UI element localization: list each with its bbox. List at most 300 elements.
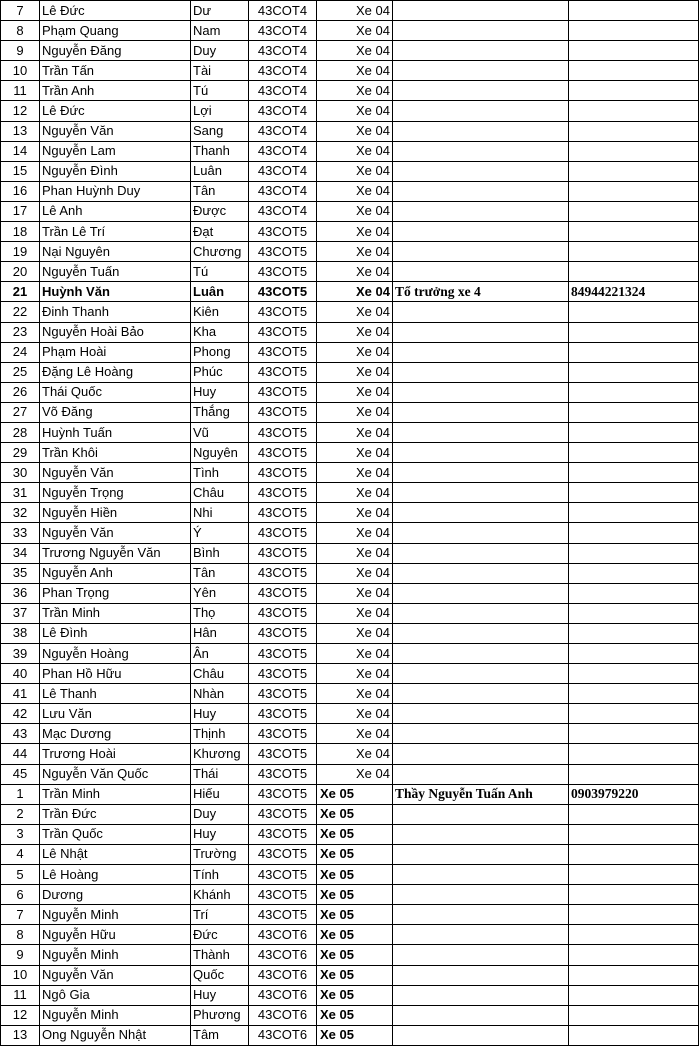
phone-number — [569, 161, 699, 181]
last-middle-name: Mạc Dương — [40, 724, 191, 744]
table-row — [1, 181, 699, 201]
role-note — [393, 704, 569, 724]
first-name: Thắng — [191, 402, 249, 422]
last-middle-name: Lê Hoàng — [40, 865, 191, 885]
class-code: 43COT4 — [249, 181, 317, 201]
first-name: Trí — [191, 905, 249, 925]
phone-number — [569, 222, 699, 242]
first-name: Khương — [191, 744, 249, 764]
last-middle-name: Nguyễn Văn — [40, 523, 191, 543]
row-number: 32 — [1, 503, 40, 523]
phone-number — [569, 543, 699, 563]
table-row — [1, 141, 699, 161]
phone-number — [569, 483, 699, 503]
first-name: Tân — [191, 563, 249, 583]
bus-label: Xe 04 — [317, 161, 393, 181]
row-number: 19 — [1, 242, 40, 262]
phone-number — [569, 21, 699, 41]
phone-number — [569, 885, 699, 905]
class-code: 43COT5 — [249, 222, 317, 242]
bus-label: Xe 04 — [317, 141, 393, 161]
first-name: Tài — [191, 61, 249, 81]
bus-label: Xe 04 — [317, 61, 393, 81]
row-number: 20 — [1, 262, 40, 282]
last-middle-name: Phan Huỳnh Duy — [40, 181, 191, 201]
first-name: Hiếu — [191, 784, 249, 804]
class-code: 43COT4 — [249, 41, 317, 61]
phone-number: 84944221324 — [569, 282, 699, 302]
bus-label: Xe 04 — [317, 744, 393, 764]
phone-number — [569, 804, 699, 824]
bus-label: Xe 04 — [317, 543, 393, 563]
bus-label: Xe 04 — [317, 664, 393, 684]
last-middle-name: Nguyễn Đình — [40, 161, 191, 181]
last-middle-name: Thái Quốc — [40, 382, 191, 402]
phone-number — [569, 422, 699, 442]
bus-label: Xe 04 — [317, 362, 393, 382]
first-name: Thanh — [191, 141, 249, 161]
class-code: 43COT6 — [249, 925, 317, 945]
first-name: Nhi — [191, 503, 249, 523]
class-code: 43COT6 — [249, 1005, 317, 1025]
class-code: 43COT5 — [249, 402, 317, 422]
class-code: 43COT5 — [249, 704, 317, 724]
role-note — [393, 603, 569, 623]
role-note — [393, 463, 569, 483]
table-row — [1, 242, 699, 262]
last-middle-name: Trần Minh — [40, 784, 191, 804]
bus-label: Xe 05 — [317, 824, 393, 844]
class-code: 43COT4 — [249, 101, 317, 121]
table-row — [1, 724, 699, 744]
first-name: Phương — [191, 1005, 249, 1025]
last-middle-name: Nguyễn Hữu — [40, 925, 191, 945]
class-code: 43COT5 — [249, 362, 317, 382]
first-name: Huy — [191, 704, 249, 724]
table-row — [1, 885, 699, 905]
table-row — [1, 784, 699, 804]
row-number: 13 — [1, 1025, 40, 1045]
last-middle-name: Trần Minh — [40, 603, 191, 623]
class-code: 43COT5 — [249, 664, 317, 684]
role-note: Tổ trưởng xe 4 — [393, 282, 569, 302]
role-note — [393, 563, 569, 583]
last-middle-name: Phan Hồ Hữu — [40, 664, 191, 684]
phone-number — [569, 724, 699, 744]
bus-label: Xe 04 — [317, 684, 393, 704]
last-middle-name: Nguyễn Đăng — [40, 41, 191, 61]
first-name: Sang — [191, 121, 249, 141]
role-note — [393, 21, 569, 41]
row-number: 35 — [1, 563, 40, 583]
phone-number — [569, 41, 699, 61]
table-row — [1, 664, 699, 684]
class-code: 43COT5 — [249, 483, 317, 503]
bus-label: Xe 04 — [317, 382, 393, 402]
first-name: Ân — [191, 644, 249, 664]
bus-label: Xe 05 — [317, 804, 393, 824]
role-note — [393, 905, 569, 925]
table-row — [1, 41, 699, 61]
class-code: 43COT5 — [249, 322, 317, 342]
first-name: Thái — [191, 764, 249, 784]
row-number: 15 — [1, 161, 40, 181]
role-note — [393, 523, 569, 543]
table-row — [1, 965, 699, 985]
row-number: 10 — [1, 965, 40, 985]
bus-label: Xe 04 — [317, 583, 393, 603]
role-note — [393, 1, 569, 21]
role-note — [393, 302, 569, 322]
class-code: 43COT4 — [249, 201, 317, 221]
first-name: Tình — [191, 463, 249, 483]
last-middle-name: Lê Thanh — [40, 684, 191, 704]
table-row — [1, 644, 699, 664]
last-middle-name: Huỳnh Tuấn — [40, 422, 191, 442]
first-name: Nhàn — [191, 684, 249, 704]
bus-label: Xe 04 — [317, 623, 393, 643]
first-name: Tú — [191, 81, 249, 101]
last-middle-name: Trần Khôi — [40, 443, 191, 463]
class-code: 43COT5 — [249, 563, 317, 583]
first-name: Huy — [191, 382, 249, 402]
first-name: Luân — [191, 282, 249, 302]
phone-number — [569, 443, 699, 463]
table-row — [1, 21, 699, 41]
last-middle-name: Nguyễn Văn — [40, 965, 191, 985]
phone-number — [569, 684, 699, 704]
last-middle-name: Trần Anh — [40, 81, 191, 101]
bus-label: Xe 04 — [317, 101, 393, 121]
table-row — [1, 865, 699, 885]
last-middle-name: Nguyễn Lam — [40, 141, 191, 161]
phone-number — [569, 1025, 699, 1045]
bus-label: Xe 05 — [317, 784, 393, 804]
phone-number — [569, 644, 699, 664]
table-row — [1, 463, 699, 483]
class-code: 43COT4 — [249, 81, 317, 101]
last-middle-name: Trần Lê Trí — [40, 222, 191, 242]
table-row — [1, 121, 699, 141]
bus-label: Xe 04 — [317, 523, 393, 543]
role-note — [393, 824, 569, 844]
table-row — [1, 483, 699, 503]
role-note — [393, 161, 569, 181]
class-code: 43COT5 — [249, 382, 317, 402]
bus-label: Xe 04 — [317, 81, 393, 101]
row-number: 11 — [1, 81, 40, 101]
table-row — [1, 1025, 699, 1045]
row-number: 25 — [1, 362, 40, 382]
class-code: 43COT5 — [249, 885, 317, 905]
bus-label: Xe 04 — [317, 1, 393, 21]
role-note — [393, 222, 569, 242]
class-code: 43COT5 — [249, 623, 317, 643]
role-note — [393, 744, 569, 764]
table-row — [1, 804, 699, 824]
phone-number — [569, 402, 699, 422]
class-code: 43COT5 — [249, 262, 317, 282]
phone-number — [569, 463, 699, 483]
bus-label: Xe 05 — [317, 1005, 393, 1025]
class-code: 43COT5 — [249, 804, 317, 824]
bus-label: Xe 05 — [317, 865, 393, 885]
phone-number — [569, 201, 699, 221]
table-row — [1, 201, 699, 221]
table-row — [1, 543, 699, 563]
bus-label: Xe 05 — [317, 844, 393, 864]
phone-number — [569, 81, 699, 101]
class-code: 43COT5 — [249, 342, 317, 362]
bus-label: Xe 04 — [317, 764, 393, 784]
phone-number — [569, 121, 699, 141]
row-number: 18 — [1, 222, 40, 242]
role-note — [393, 945, 569, 965]
bus-label: Xe 04 — [317, 402, 393, 422]
last-middle-name: Nguyễn Tuấn — [40, 262, 191, 282]
first-name: Lợi — [191, 101, 249, 121]
first-name: Hân — [191, 623, 249, 643]
row-number: 17 — [1, 201, 40, 221]
phone-number — [569, 101, 699, 121]
role-note — [393, 764, 569, 784]
last-middle-name: Lê Đức — [40, 1, 191, 21]
class-code: 43COT6 — [249, 945, 317, 965]
last-middle-name: Nguyễn Hoài Bảo — [40, 322, 191, 342]
class-code: 43COT5 — [249, 644, 317, 664]
role-note — [393, 402, 569, 422]
phone-number — [569, 664, 699, 684]
table-row — [1, 302, 699, 322]
phone-number — [569, 985, 699, 1005]
class-code: 43COT5 — [249, 905, 317, 925]
phone-number — [569, 824, 699, 844]
phone-number — [569, 583, 699, 603]
last-middle-name: Trương Nguyễn Văn — [40, 543, 191, 563]
row-number: 9 — [1, 945, 40, 965]
first-name: Phong — [191, 342, 249, 362]
role-note — [393, 885, 569, 905]
role-note — [393, 583, 569, 603]
bus-label: Xe 04 — [317, 262, 393, 282]
row-number: 7 — [1, 1, 40, 21]
role-note — [393, 985, 569, 1005]
phone-number — [569, 382, 699, 402]
row-number: 9 — [1, 41, 40, 61]
first-name: Đạt — [191, 222, 249, 242]
role-note — [393, 141, 569, 161]
table-row — [1, 101, 699, 121]
row-number: 40 — [1, 664, 40, 684]
role-note — [393, 262, 569, 282]
role-note — [393, 1005, 569, 1025]
row-number: 24 — [1, 342, 40, 362]
bus-label: Xe 05 — [317, 1025, 393, 1045]
row-number: 41 — [1, 684, 40, 704]
last-middle-name: Lưu Văn — [40, 704, 191, 724]
first-name: Kha — [191, 322, 249, 342]
bus-label: Xe 05 — [317, 985, 393, 1005]
table-row — [1, 161, 699, 181]
phone-number — [569, 141, 699, 161]
role-note — [393, 61, 569, 81]
table-row — [1, 1, 699, 21]
bus-label: Xe 04 — [317, 302, 393, 322]
last-middle-name: Ong Nguyễn Nhật — [40, 1025, 191, 1045]
last-middle-name: Nại Nguyên — [40, 242, 191, 262]
bus-label: Xe 04 — [317, 603, 393, 623]
role-note — [393, 322, 569, 342]
class-code: 43COT6 — [249, 1025, 317, 1045]
row-number: 33 — [1, 523, 40, 543]
class-code: 43COT5 — [249, 824, 317, 844]
table-row — [1, 1005, 699, 1025]
phone-number — [569, 844, 699, 864]
table-row — [1, 684, 699, 704]
first-name: Bình — [191, 543, 249, 563]
first-name: Huy — [191, 985, 249, 1005]
bus-label: Xe 04 — [317, 724, 393, 744]
table-row — [1, 563, 699, 583]
role-note — [393, 724, 569, 744]
row-number: 6 — [1, 885, 40, 905]
phone-number — [569, 322, 699, 342]
phone-number — [569, 523, 699, 543]
role-note — [393, 483, 569, 503]
class-code: 43COT5 — [249, 463, 317, 483]
row-number: 16 — [1, 181, 40, 201]
row-number: 45 — [1, 764, 40, 784]
table-row — [1, 824, 699, 844]
table-row — [1, 945, 699, 965]
first-name: Châu — [191, 483, 249, 503]
first-name: Tâm — [191, 1025, 249, 1045]
bus-label: Xe 05 — [317, 905, 393, 925]
class-code: 43COT5 — [249, 865, 317, 885]
class-code: 43COT5 — [249, 844, 317, 864]
role-note — [393, 342, 569, 362]
role-note — [393, 664, 569, 684]
class-code: 43COT4 — [249, 121, 317, 141]
first-name: Phúc — [191, 362, 249, 382]
first-name: Thành — [191, 945, 249, 965]
bus-label: Xe 04 — [317, 282, 393, 302]
table-row — [1, 443, 699, 463]
first-name: Thịnh — [191, 724, 249, 744]
last-middle-name: Trần Tấn — [40, 61, 191, 81]
row-number: 26 — [1, 382, 40, 402]
last-middle-name: Đinh Thanh — [40, 302, 191, 322]
row-number: 42 — [1, 704, 40, 724]
row-number: 1 — [1, 784, 40, 804]
table-row — [1, 402, 699, 422]
class-code: 43COT5 — [249, 503, 317, 523]
table-row — [1, 322, 699, 342]
bus-label: Xe 04 — [317, 201, 393, 221]
last-middle-name: Nguyễn Trọng — [40, 483, 191, 503]
bus-label: Xe 05 — [317, 945, 393, 965]
class-code: 43COT4 — [249, 161, 317, 181]
first-name: Đức — [191, 925, 249, 945]
first-name: Ý — [191, 523, 249, 543]
last-middle-name: Phan Trọng — [40, 583, 191, 603]
row-number: 5 — [1, 865, 40, 885]
phone-number — [569, 362, 699, 382]
table-row — [1, 905, 699, 925]
last-middle-name: Nguyễn Văn — [40, 463, 191, 483]
table-row — [1, 382, 699, 402]
table-row — [1, 362, 699, 382]
bus-label: Xe 05 — [317, 885, 393, 905]
first-name: Tú — [191, 262, 249, 282]
class-code: 43COT5 — [249, 443, 317, 463]
phone-number — [569, 342, 699, 362]
first-name: Trường — [191, 844, 249, 864]
row-number: 3 — [1, 824, 40, 844]
first-name: Huy — [191, 824, 249, 844]
role-note — [393, 865, 569, 885]
row-number: 36 — [1, 583, 40, 603]
bus-label: Xe 05 — [317, 965, 393, 985]
class-code: 43COT4 — [249, 21, 317, 41]
phone-number — [569, 603, 699, 623]
table-row — [1, 342, 699, 362]
first-name: Kiên — [191, 302, 249, 322]
class-code: 43COT4 — [249, 141, 317, 161]
table-row — [1, 282, 699, 302]
role-note — [393, 443, 569, 463]
role-note — [393, 382, 569, 402]
row-number: 30 — [1, 463, 40, 483]
table-row — [1, 603, 699, 623]
first-name: Tân — [191, 181, 249, 201]
class-code: 43COT4 — [249, 1, 317, 21]
last-middle-name: Nguyễn Văn Quốc — [40, 764, 191, 784]
table-row — [1, 704, 699, 724]
phone-number — [569, 503, 699, 523]
class-code: 43COT5 — [249, 242, 317, 262]
phone-number — [569, 965, 699, 985]
phone-number — [569, 302, 699, 322]
first-name: Duy — [191, 804, 249, 824]
table-row — [1, 81, 699, 101]
first-name: Quốc — [191, 965, 249, 985]
row-number: 8 — [1, 925, 40, 945]
row-number: 13 — [1, 121, 40, 141]
row-number: 12 — [1, 101, 40, 121]
role-note — [393, 181, 569, 201]
role-note — [393, 41, 569, 61]
first-name: Nam — [191, 21, 249, 41]
role-note — [393, 844, 569, 864]
last-middle-name: Huỳnh Văn — [40, 282, 191, 302]
table-row — [1, 844, 699, 864]
row-number: 44 — [1, 744, 40, 764]
table-row — [1, 262, 699, 282]
row-number: 8 — [1, 21, 40, 41]
last-middle-name: Nguyễn Minh — [40, 945, 191, 965]
role-note — [393, 81, 569, 101]
roster-body — [1, 1, 699, 1046]
table-row — [1, 623, 699, 643]
class-code: 43COT5 — [249, 684, 317, 704]
bus-label: Xe 04 — [317, 121, 393, 141]
class-code: 43COT5 — [249, 784, 317, 804]
role-note — [393, 623, 569, 643]
last-middle-name: Trần Đức — [40, 804, 191, 824]
table-row — [1, 925, 699, 945]
role-note — [393, 101, 569, 121]
